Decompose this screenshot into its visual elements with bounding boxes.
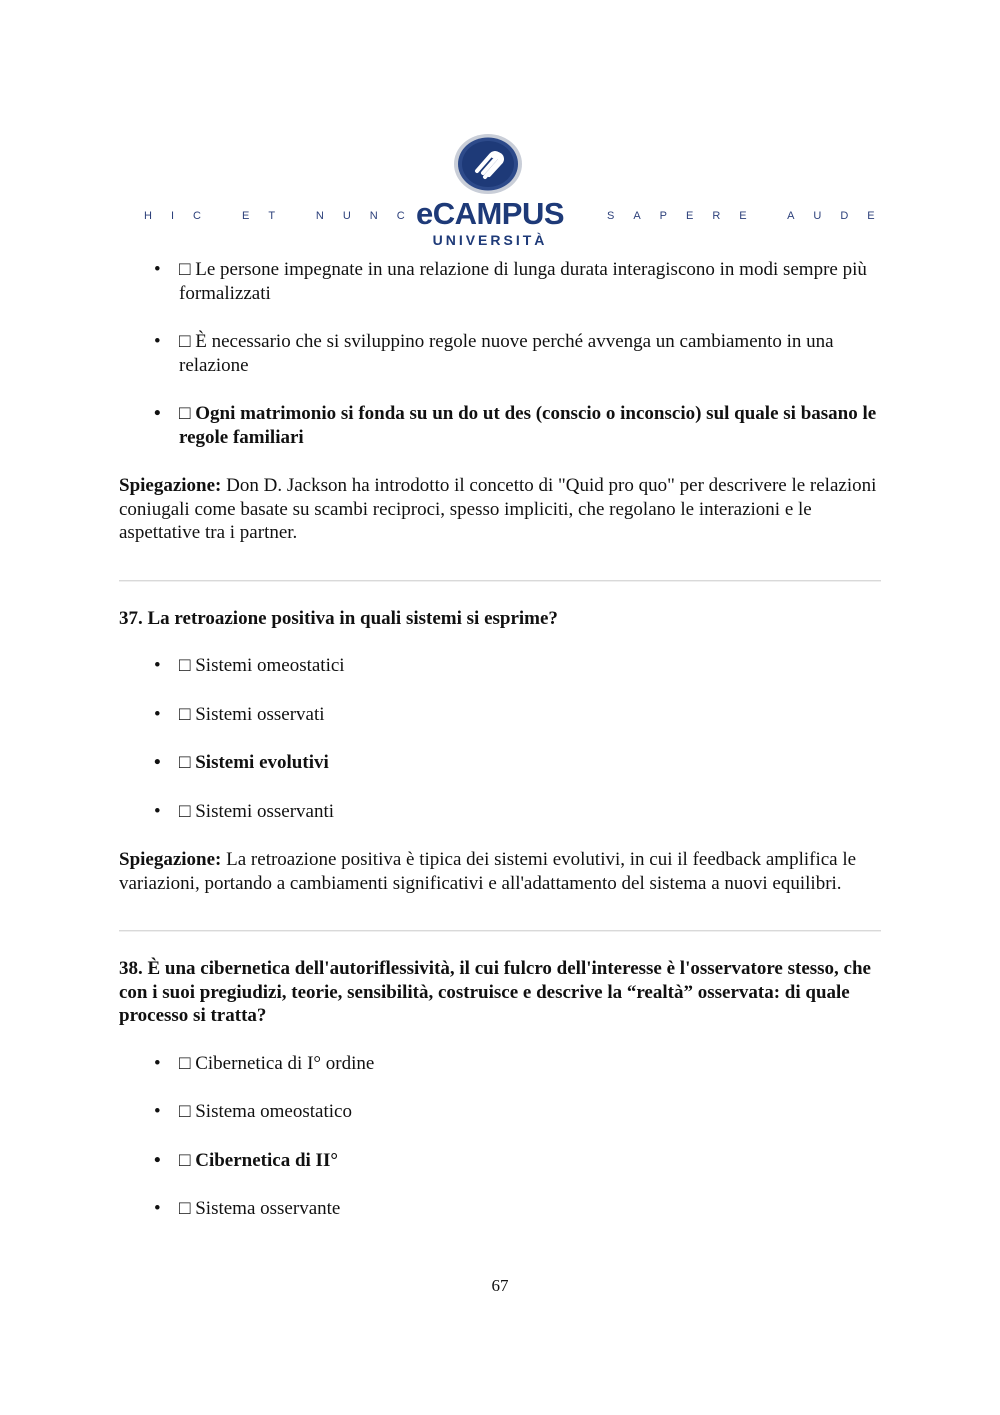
brand-logo-text: eCAMPUS	[415, 196, 565, 231]
question-38: 38. È una cibernetica dell'autoriflessività, il cui fulcro dell'interesse è l'osservatore stesso, che con i suoi pregiudizi, teorie, sensibilità, costruisce e descrive la “realtà” osservata: di quale processo si tratta?	[119, 958, 871, 1026]
explanation-text: Don D. Jackson ha introdotto il concetto di "Quid pro quo" per descrivere le relazioni coniugali come basate su scambi reciproci, spesso impliciti, che regolano le interazioni e le aspettative tra i partner.	[119, 475, 877, 543]
explanation-text: La retroazione positiva è tipica dei sistemi evolutivi, in cui il feedback amplifica le variazioni, portando a cambiamenti significativi e all'adattamento del sistema a nuovi equilibri.	[119, 849, 857, 894]
options-list-prev	[119, 258, 881, 449]
option-item: • □ Le persone impegnate in una relazione di lunga durata interagiscono in modi sempre più formalizzati	[119, 258, 881, 305]
brand-subtitle: UNIVERSITÀ	[432, 232, 548, 248]
explanation-label: Spiegazione:	[119, 475, 222, 496]
options-list-37	[119, 654, 881, 823]
question-37: 37. La retroazione positiva in quali sistemi si esprime?	[119, 607, 558, 629]
explanation	[119, 848, 881, 895]
document-body	[119, 258, 881, 1246]
option-item: • □ Sistema osservante	[119, 1197, 881, 1221]
motto-left: HIC ET NUNC	[144, 210, 424, 222]
option-item-correct: • □ Sistemi evolutivi	[119, 751, 881, 775]
divider	[119, 930, 881, 932]
option-item: • □ Sistemi osservanti	[119, 800, 881, 824]
option-item: • □ Sistemi omeostatici	[119, 654, 881, 678]
page-number: 67	[491, 1276, 509, 1295]
option-item-correct: • □ Ogni matrimonio si fonda su un do ut des (conscio o inconscio) sul quale si basano le regole familiari	[119, 402, 881, 449]
explanation-label: Spiegazione:	[119, 849, 222, 870]
ecampus-seal-icon	[453, 133, 523, 195]
option-item: • □ È necessario che si sviluppino regole nuove perché avvenga un cambiamento in una relazione	[119, 330, 881, 377]
explanation	[119, 474, 881, 545]
divider	[119, 580, 881, 582]
options-list-38	[119, 1052, 881, 1221]
option-item: • □ Cibernetica di I° ordine	[119, 1052, 881, 1076]
option-item: • □ Sistema omeostatico	[119, 1100, 881, 1124]
option-item: • □ Sistemi osservati	[119, 703, 881, 727]
motto-right: SAPERE AUDE	[607, 210, 894, 222]
option-item-correct: • □ Cibernetica di II°	[119, 1149, 881, 1173]
